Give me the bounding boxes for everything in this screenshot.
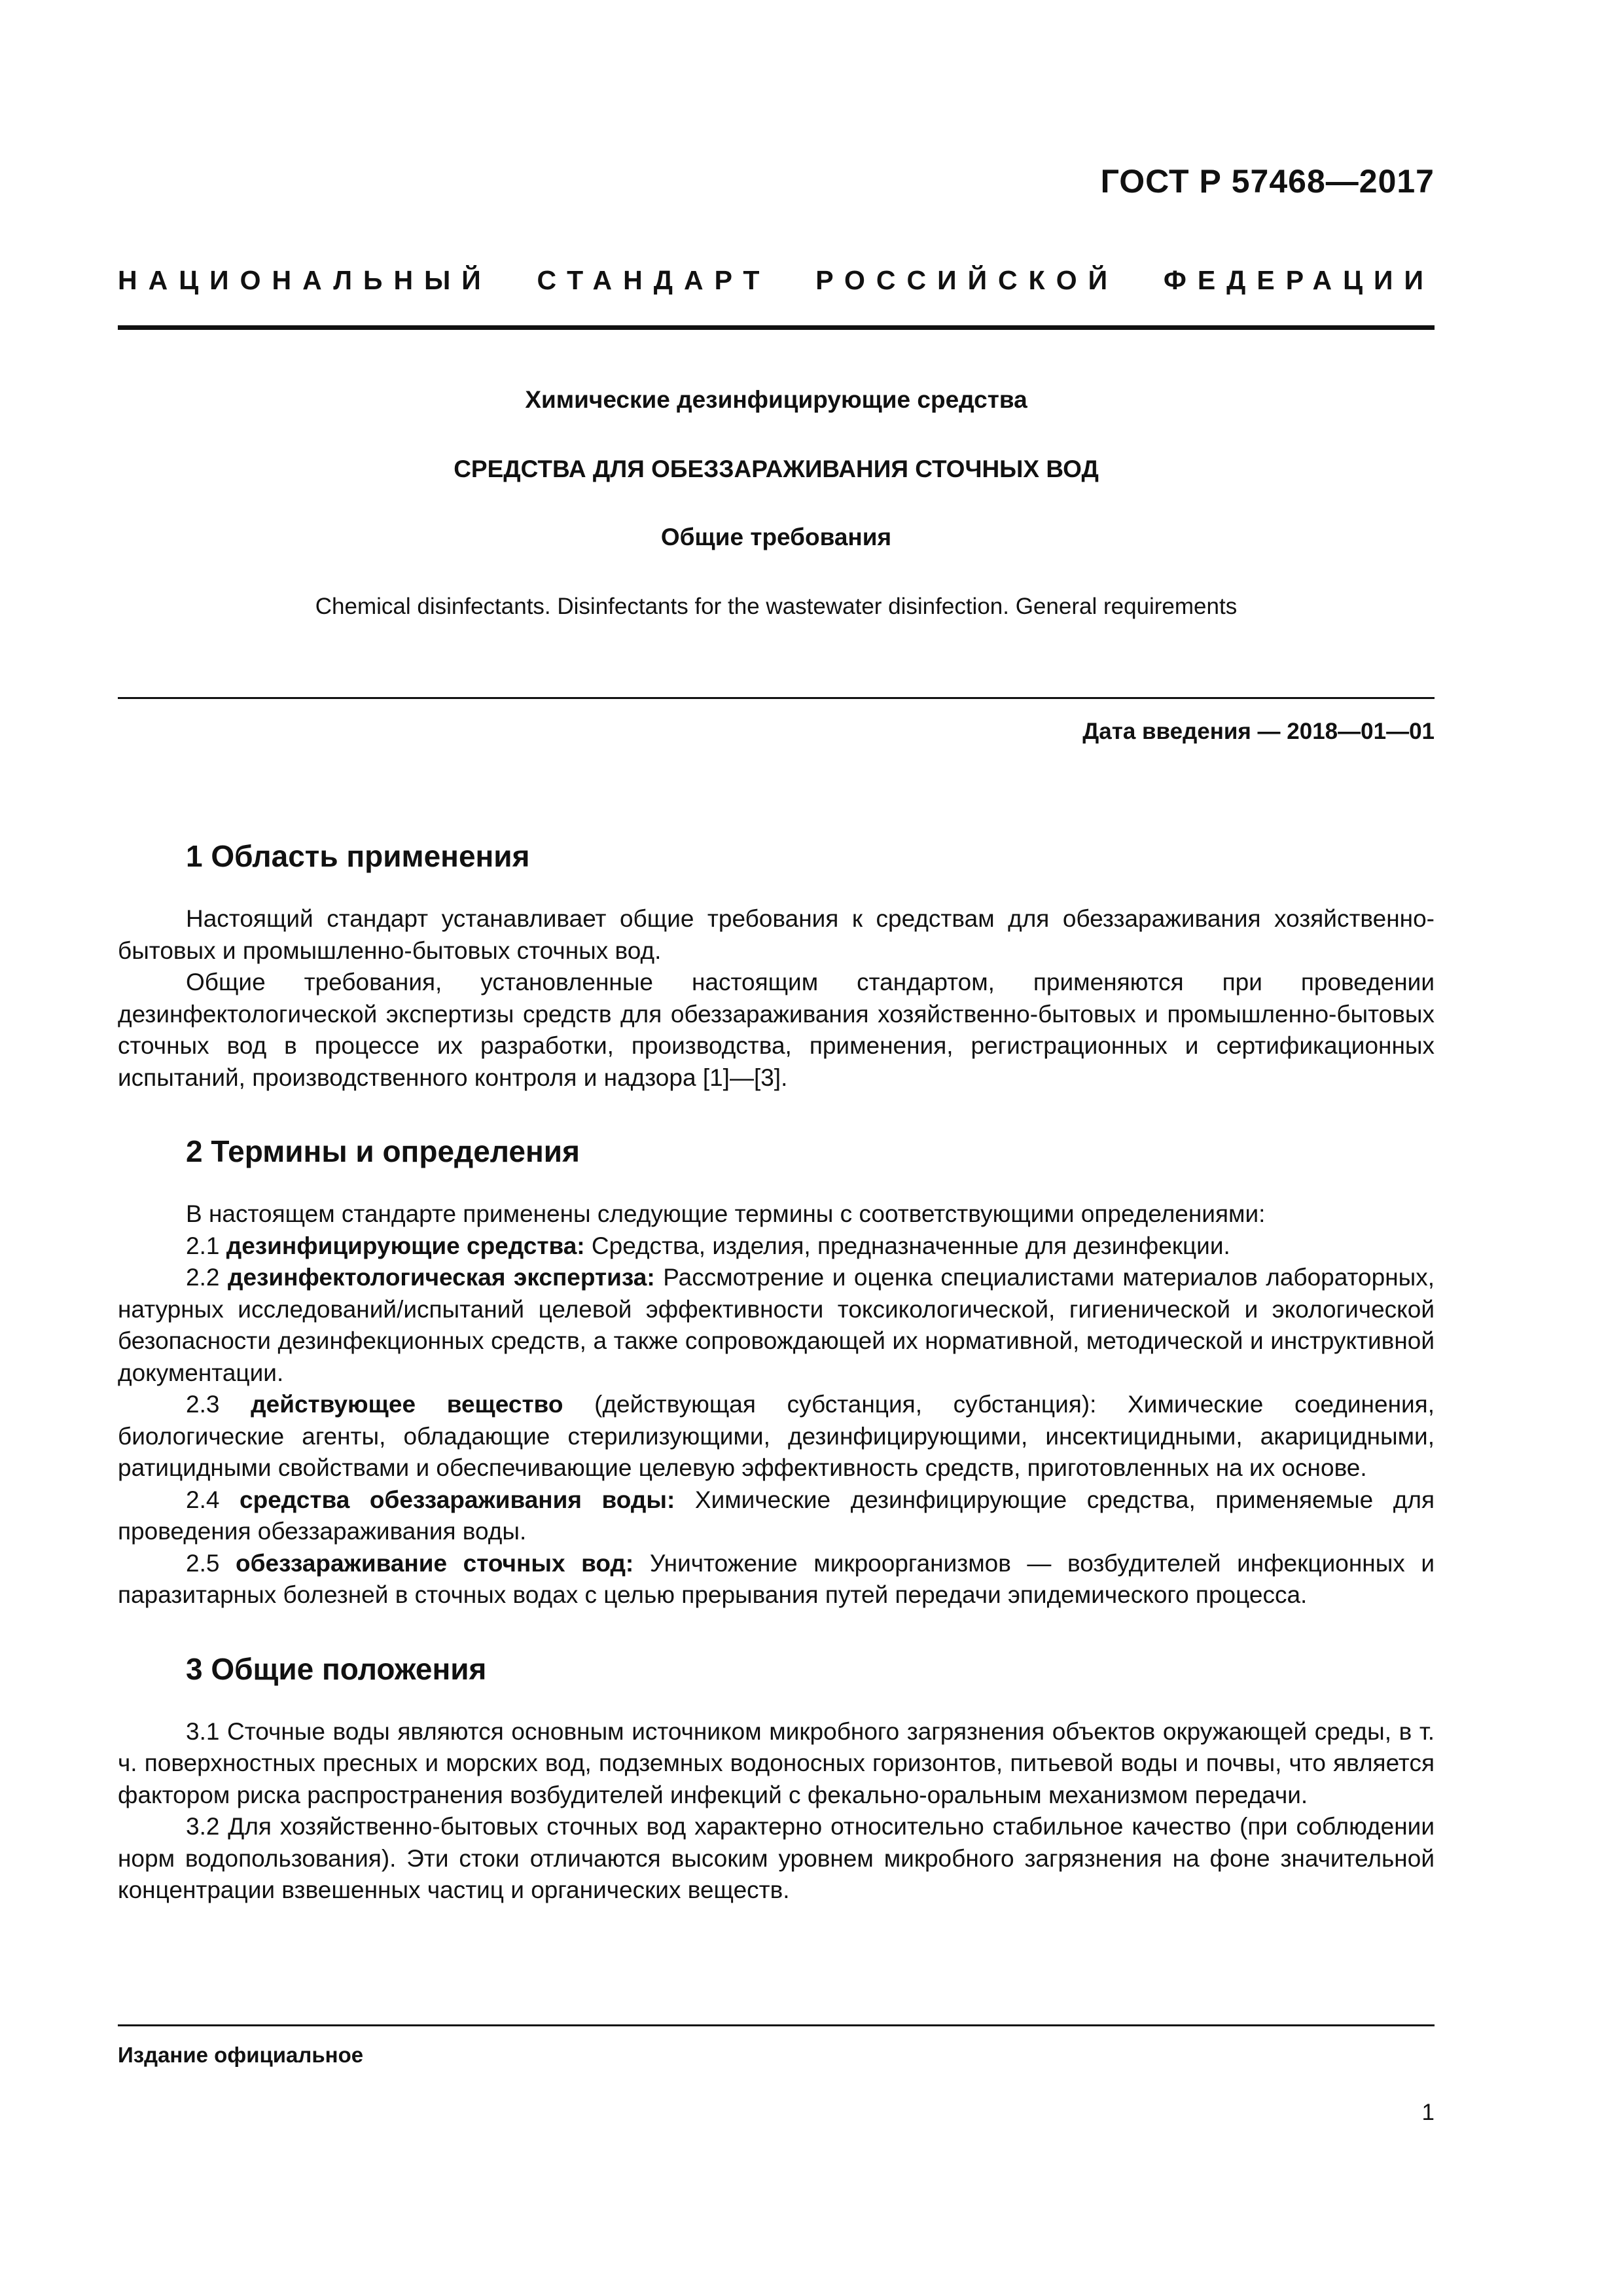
- term-name: действующее вещество: [251, 1391, 563, 1418]
- section-heading: 2 Термины и определения: [186, 1134, 580, 1168]
- section-3: [118, 1649, 1435, 1907]
- banner-word: РОССИЙСКОЙ: [815, 265, 1119, 295]
- term-name: дезинфектологическая экспертиза:: [227, 1264, 655, 1291]
- official-edition-label: Издание официальное: [118, 2043, 364, 2067]
- banner-word: ФЕДЕРАЦИИ: [1163, 265, 1435, 295]
- paragraph: 3.1 Сточные воды являются основным источником микробного загрязнения объектов окружающей среды, в т. ч. поверхностных пресных и морских вод, подземных водоносных горизонтов, питьевой воды и почвы, что является фактором риска распространения возбудителей инфекций с фекально-оральным механизмом передачи.: [118, 1717, 1435, 1808]
- term-entry: [118, 1548, 1435, 1611]
- term-number: 2.5: [186, 1549, 220, 1577]
- section-heading: 1 Область применения: [186, 839, 530, 873]
- header-rule: [118, 325, 1435, 330]
- paragraph: 3.2 Для хозяйственно-бытовых сточных вод характерно относительно стабильное качество (при соблюдении норм водопользования). Эти стоки отличаются высоким уровнем микробного загрязнения на фоне значительной концентрации взвешенных частиц и органических веществ.: [118, 1813, 1435, 1903]
- term-name: обеззараживание сточных вод:: [236, 1549, 634, 1577]
- term-number: 2.4: [186, 1486, 220, 1513]
- paragraph: В настоящем стандарте применены следующие термины с соответствующими определениями:: [186, 1200, 1266, 1227]
- term-definition: Средства, изделия, предназначенные для дезинфекции.: [591, 1232, 1230, 1259]
- national-standard-banner: [118, 265, 1435, 296]
- paragraph: Настоящий стандарт устанавливает общие требования к средствам для обеззараживания хозяйственно-бытовых и промышленно-бытовых сточных вод.: [118, 905, 1435, 964]
- banner-word: СТАНДАРТ: [537, 265, 771, 295]
- title-rule: [118, 697, 1435, 699]
- section-heading: 3 Общие положения: [186, 1651, 487, 1686]
- banner-word: НАЦИОНАЛЬНЫЙ: [118, 265, 492, 295]
- term-entry: [118, 1389, 1435, 1484]
- document-body: [118, 836, 1435, 1907]
- term-definition: Химические дезинфицирующие средства, применяемые для проведения обеззараживания воды.: [118, 1486, 1435, 1545]
- title-line-1: Химические дезинфицирующие средства: [525, 386, 1027, 413]
- term-number: 2.1: [186, 1232, 220, 1259]
- section-2: [118, 1132, 1435, 1611]
- footer-rule: [118, 2024, 1435, 2026]
- term-name: средства обеззараживания воды:: [240, 1486, 675, 1513]
- title-block: [118, 384, 1435, 623]
- intro-date: Дата введения — 2018—01—01: [1082, 719, 1435, 744]
- term-definition: Уничтожение микроорганизмов — возбудителей инфекционных и паразитарных болезней в сточных водах с целью прерывания путей передачи эпидемического процесса.: [118, 1549, 1435, 1608]
- term-entry: [118, 1484, 1435, 1548]
- term-number: 2.2: [186, 1264, 220, 1291]
- page-number: 1: [1421, 2100, 1435, 2125]
- term-definition: (действующая субстанция, субстанция): Химические соединения, биологические агенты, обладающие стерилизующими, дезинфицирующими, инсектицидными, акарицидными, ратицидными свойствами и обеспечивающие целевую эффективность средств, приготовленных на их основе.: [118, 1391, 1435, 1481]
- title-line-2: СРЕДСТВА ДЛЯ ОБЕЗЗАРАЖИВАНИЯ СТОЧНЫХ ВОД: [454, 456, 1099, 482]
- section-1: [118, 836, 1435, 1094]
- title-english: Chemical disinfectants. Disinfectants for the wastewater disinfection. General requirements: [315, 594, 1238, 619]
- term-entry: [118, 1262, 1435, 1389]
- term-name: дезинфицирующие средства:: [226, 1232, 585, 1259]
- gost-code: ГОСТ Р 57468—2017: [1100, 163, 1435, 200]
- title-line-3: Общие требования: [660, 524, 892, 550]
- term-number: 2.3: [186, 1391, 220, 1418]
- term-definition: Рассмотрение и оценка специалистами материалов лабораторных, натурных исследований/испытаний целевой эффективности токсикологической, гигиенической и экологической безопасности дезинфекционных средств, а также сопровождающей их нормативной, методической и инструктивной документации.: [118, 1264, 1435, 1386]
- paragraph: Общие требования, установленные настоящим стандартом, применяются при проведении дезинфектологической экспертизы средств для обеззараживания хозяйственно-бытовых и промышленно-бытовых сточных вод в процессе их разработки, производства, применения, регистрационных и сертификационных испытаний, производственного контроля и надзора [1]—[3].: [118, 969, 1435, 1091]
- term-entry: [118, 1230, 1435, 1263]
